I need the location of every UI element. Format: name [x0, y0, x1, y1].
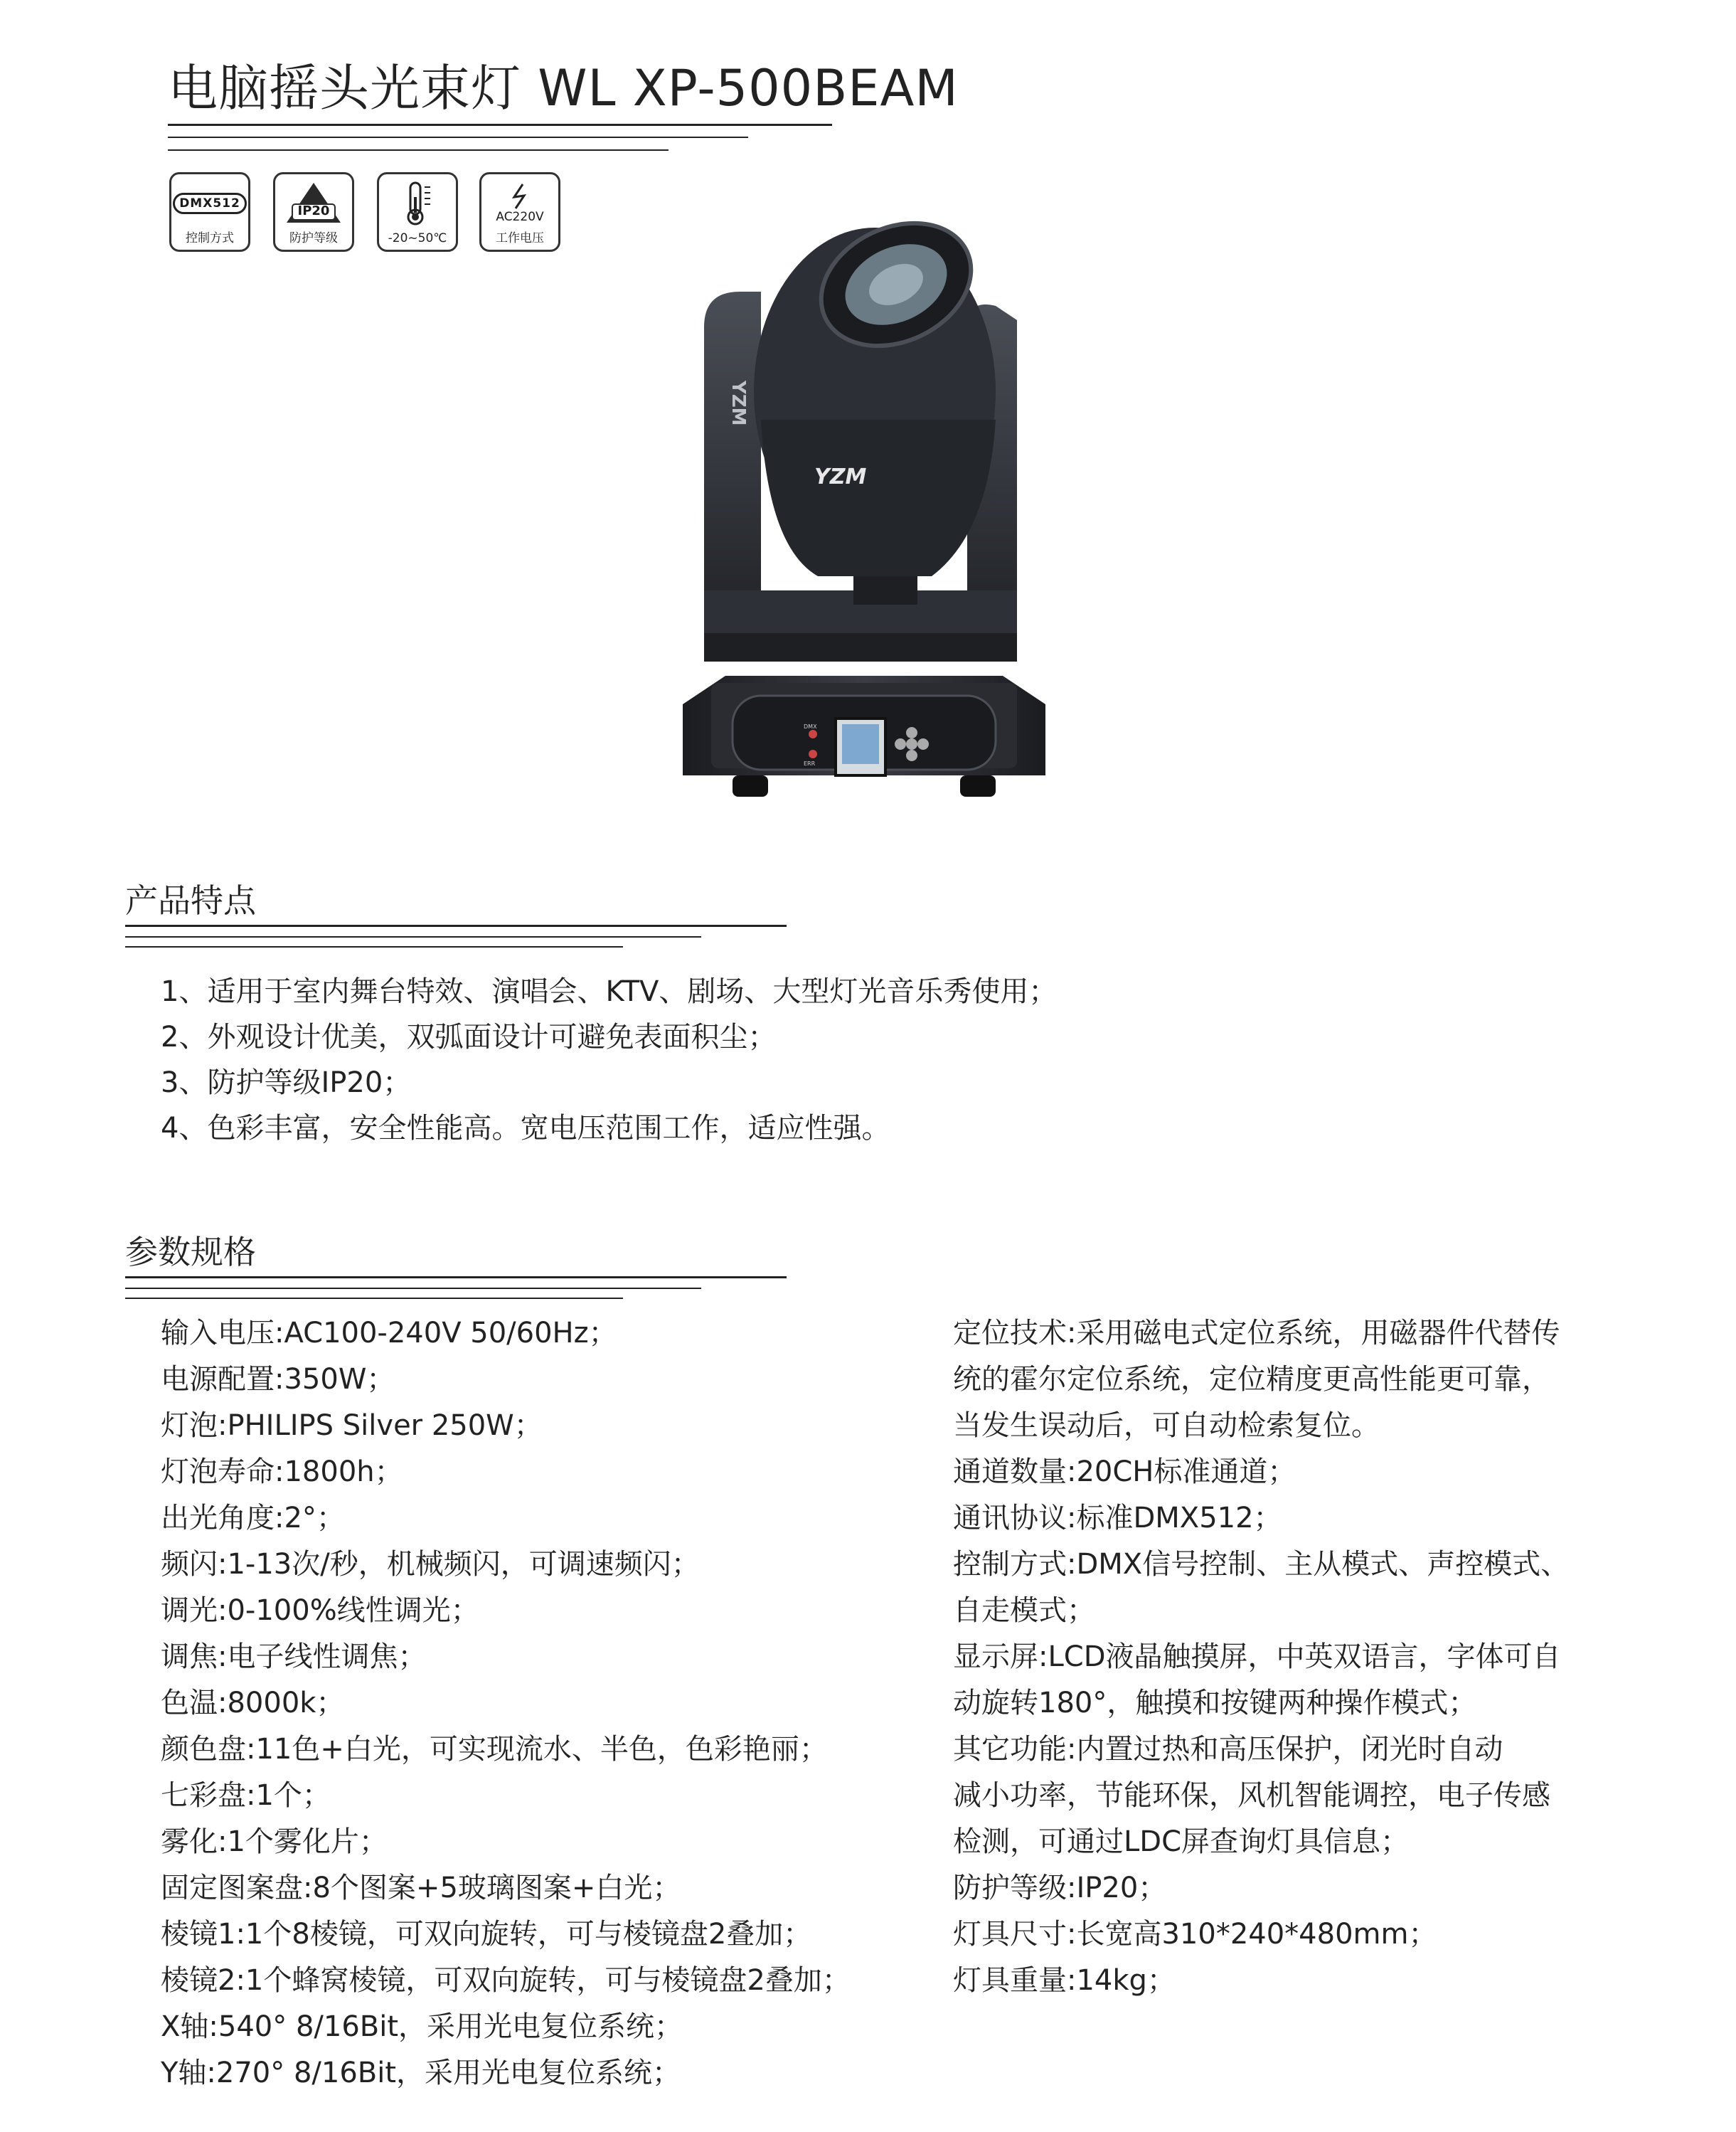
- specs-rule-1: [125, 1276, 787, 1278]
- spec-right-item: 当发生误动后，可自动检索复位。: [953, 1409, 1380, 1442]
- spec-right-item: 动旋转180°，触摸和按键两种操作模式；: [953, 1687, 1477, 1719]
- badge-control-mode: [169, 172, 250, 252]
- title-rule-1: [168, 124, 832, 126]
- spec-left-item: Y轴:270° 8/16Bit，采用光电复位系统；: [161, 2057, 681, 2089]
- badge-label: 控制方式: [186, 231, 234, 245]
- title-rule-2: [168, 137, 748, 138]
- spec-right-item: 防护等级:IP20；: [953, 1872, 1167, 1904]
- title-rule-3: [168, 149, 669, 151]
- page-title: 电脑摇头光束灯 WL XP-500BEAM: [168, 59, 959, 117]
- specs-rule-3: [125, 1298, 623, 1299]
- badge-label: -20~50℃: [388, 231, 447, 245]
- spec-left-item: 雾化:1个雾化片；: [161, 1825, 388, 1858]
- dmx-icon: DMX512: [173, 180, 247, 227]
- badge-temperature: [377, 172, 458, 252]
- spec-left-item: 颜色盘:11色+白光，可实现流水、半色，色彩艳丽；: [161, 1733, 828, 1766]
- err-led-label: ERR: [804, 760, 816, 767]
- spec-left-item: 输入电压:AC100-240V 50/60Hz；: [161, 1317, 617, 1349]
- spec-left-item: 灯泡:PHILIPS Silver 250W；: [161, 1409, 543, 1442]
- spec-left-item: 灯泡寿命:1800h；: [161, 1455, 403, 1488]
- spec-right-item: 灯具重量:14kg；: [953, 1964, 1176, 1997]
- badge-voltage: [479, 172, 560, 252]
- spec-left-item: 出光角度:2°；: [161, 1502, 345, 1534]
- spec-left-item: 频闪:1-13次/秒，机械频闪，可调速频闪；: [161, 1548, 700, 1581]
- spec-left-item: 电源配置:350W；: [161, 1363, 395, 1396]
- spec-right-item: 其它功能:内置过热和高压保护，闭光时自动: [953, 1733, 1503, 1766]
- badge-label: 工作电压: [496, 231, 544, 245]
- lightning-icon: AC220V: [483, 180, 557, 227]
- spec-left-item: 棱镜1:1个8棱镜，可双向旋转，可与棱镜盘2叠加；: [161, 1918, 812, 1951]
- feature-item: 3、防护等级IP20；: [161, 1066, 412, 1099]
- spec-right-item: 定位技术:采用磁电式定位系统，用磁器件代替传: [953, 1317, 1560, 1349]
- spec-right-item: 通道数量:20CH标准通道；: [953, 1455, 1296, 1488]
- spec-right-item: 灯具尺寸:长宽高310*240*480mm；: [953, 1918, 1437, 1951]
- thermometer-icon: [380, 180, 454, 227]
- spec-right-item: 通讯协议:标准DMX512；: [953, 1502, 1282, 1534]
- spec-right-item: 统的霍尔定位系统，定位精度更高性能更可靠，: [953, 1363, 1550, 1396]
- spec-left-item: 色温:8000k；: [161, 1687, 345, 1719]
- spec-right-item: 自走模式；: [953, 1594, 1095, 1627]
- spec-left-item: 调焦:电子线性调焦；: [161, 1640, 427, 1673]
- features-rule-1: [125, 925, 787, 927]
- yoke-brand-text: YZM: [728, 381, 749, 426]
- features-rule-2: [125, 936, 701, 938]
- badge-label: 防护等级: [289, 231, 338, 245]
- dmx-led-label: DMX: [804, 723, 817, 730]
- badge-ip-rating: [273, 172, 354, 252]
- feature-item: 4、色彩丰富，安全性能高。宽电压范围工作，适应性强。: [161, 1112, 890, 1145]
- specs-rule-2: [125, 1288, 701, 1289]
- features-heading: 产品特点: [125, 881, 256, 920]
- features-rule-3: [125, 946, 623, 948]
- spec-right-item: 检测，可通过LDC屏查询灯具信息；: [953, 1825, 1410, 1858]
- spec-right-item: 减小功率，节能环保，风机智能调控，电子传感: [953, 1779, 1550, 1812]
- feature-item: 2、外观设计优美，双弧面设计可避免表面积尘；: [161, 1021, 777, 1054]
- head-brand-text: YZM: [814, 465, 867, 489]
- feature-item: 1、适用于室内舞台特效、演唱会、KTV、剧场、大型灯光音乐秀使用；: [161, 975, 1058, 1008]
- spec-right-item: 显示屏:LCD液晶触摸屏，中英双语言，字体可自: [953, 1640, 1561, 1673]
- specs-heading: 参数规格: [125, 1233, 256, 1271]
- spec-right-item: 控制方式:DMX信号控制、主从模式、声控模式、: [953, 1548, 1570, 1581]
- spec-left-item: 固定图案盘:8个图案+5玻璃图案+白光；: [161, 1872, 681, 1904]
- spec-left-item: 七彩盘:1个；: [161, 1779, 331, 1812]
- product-image: [661, 206, 1067, 847]
- spec-left-item: X轴:540° 8/16Bit，采用光电复位系统；: [161, 2010, 683, 2043]
- spec-left-item: 棱镜2:1个蜂窝棱镜，可双向旋转，可与棱镜盘2叠加；: [161, 1964, 851, 1997]
- ip-rating-icon: IP20: [277, 180, 351, 227]
- spec-left-item: 调光:0-100%线性调光；: [161, 1594, 479, 1627]
